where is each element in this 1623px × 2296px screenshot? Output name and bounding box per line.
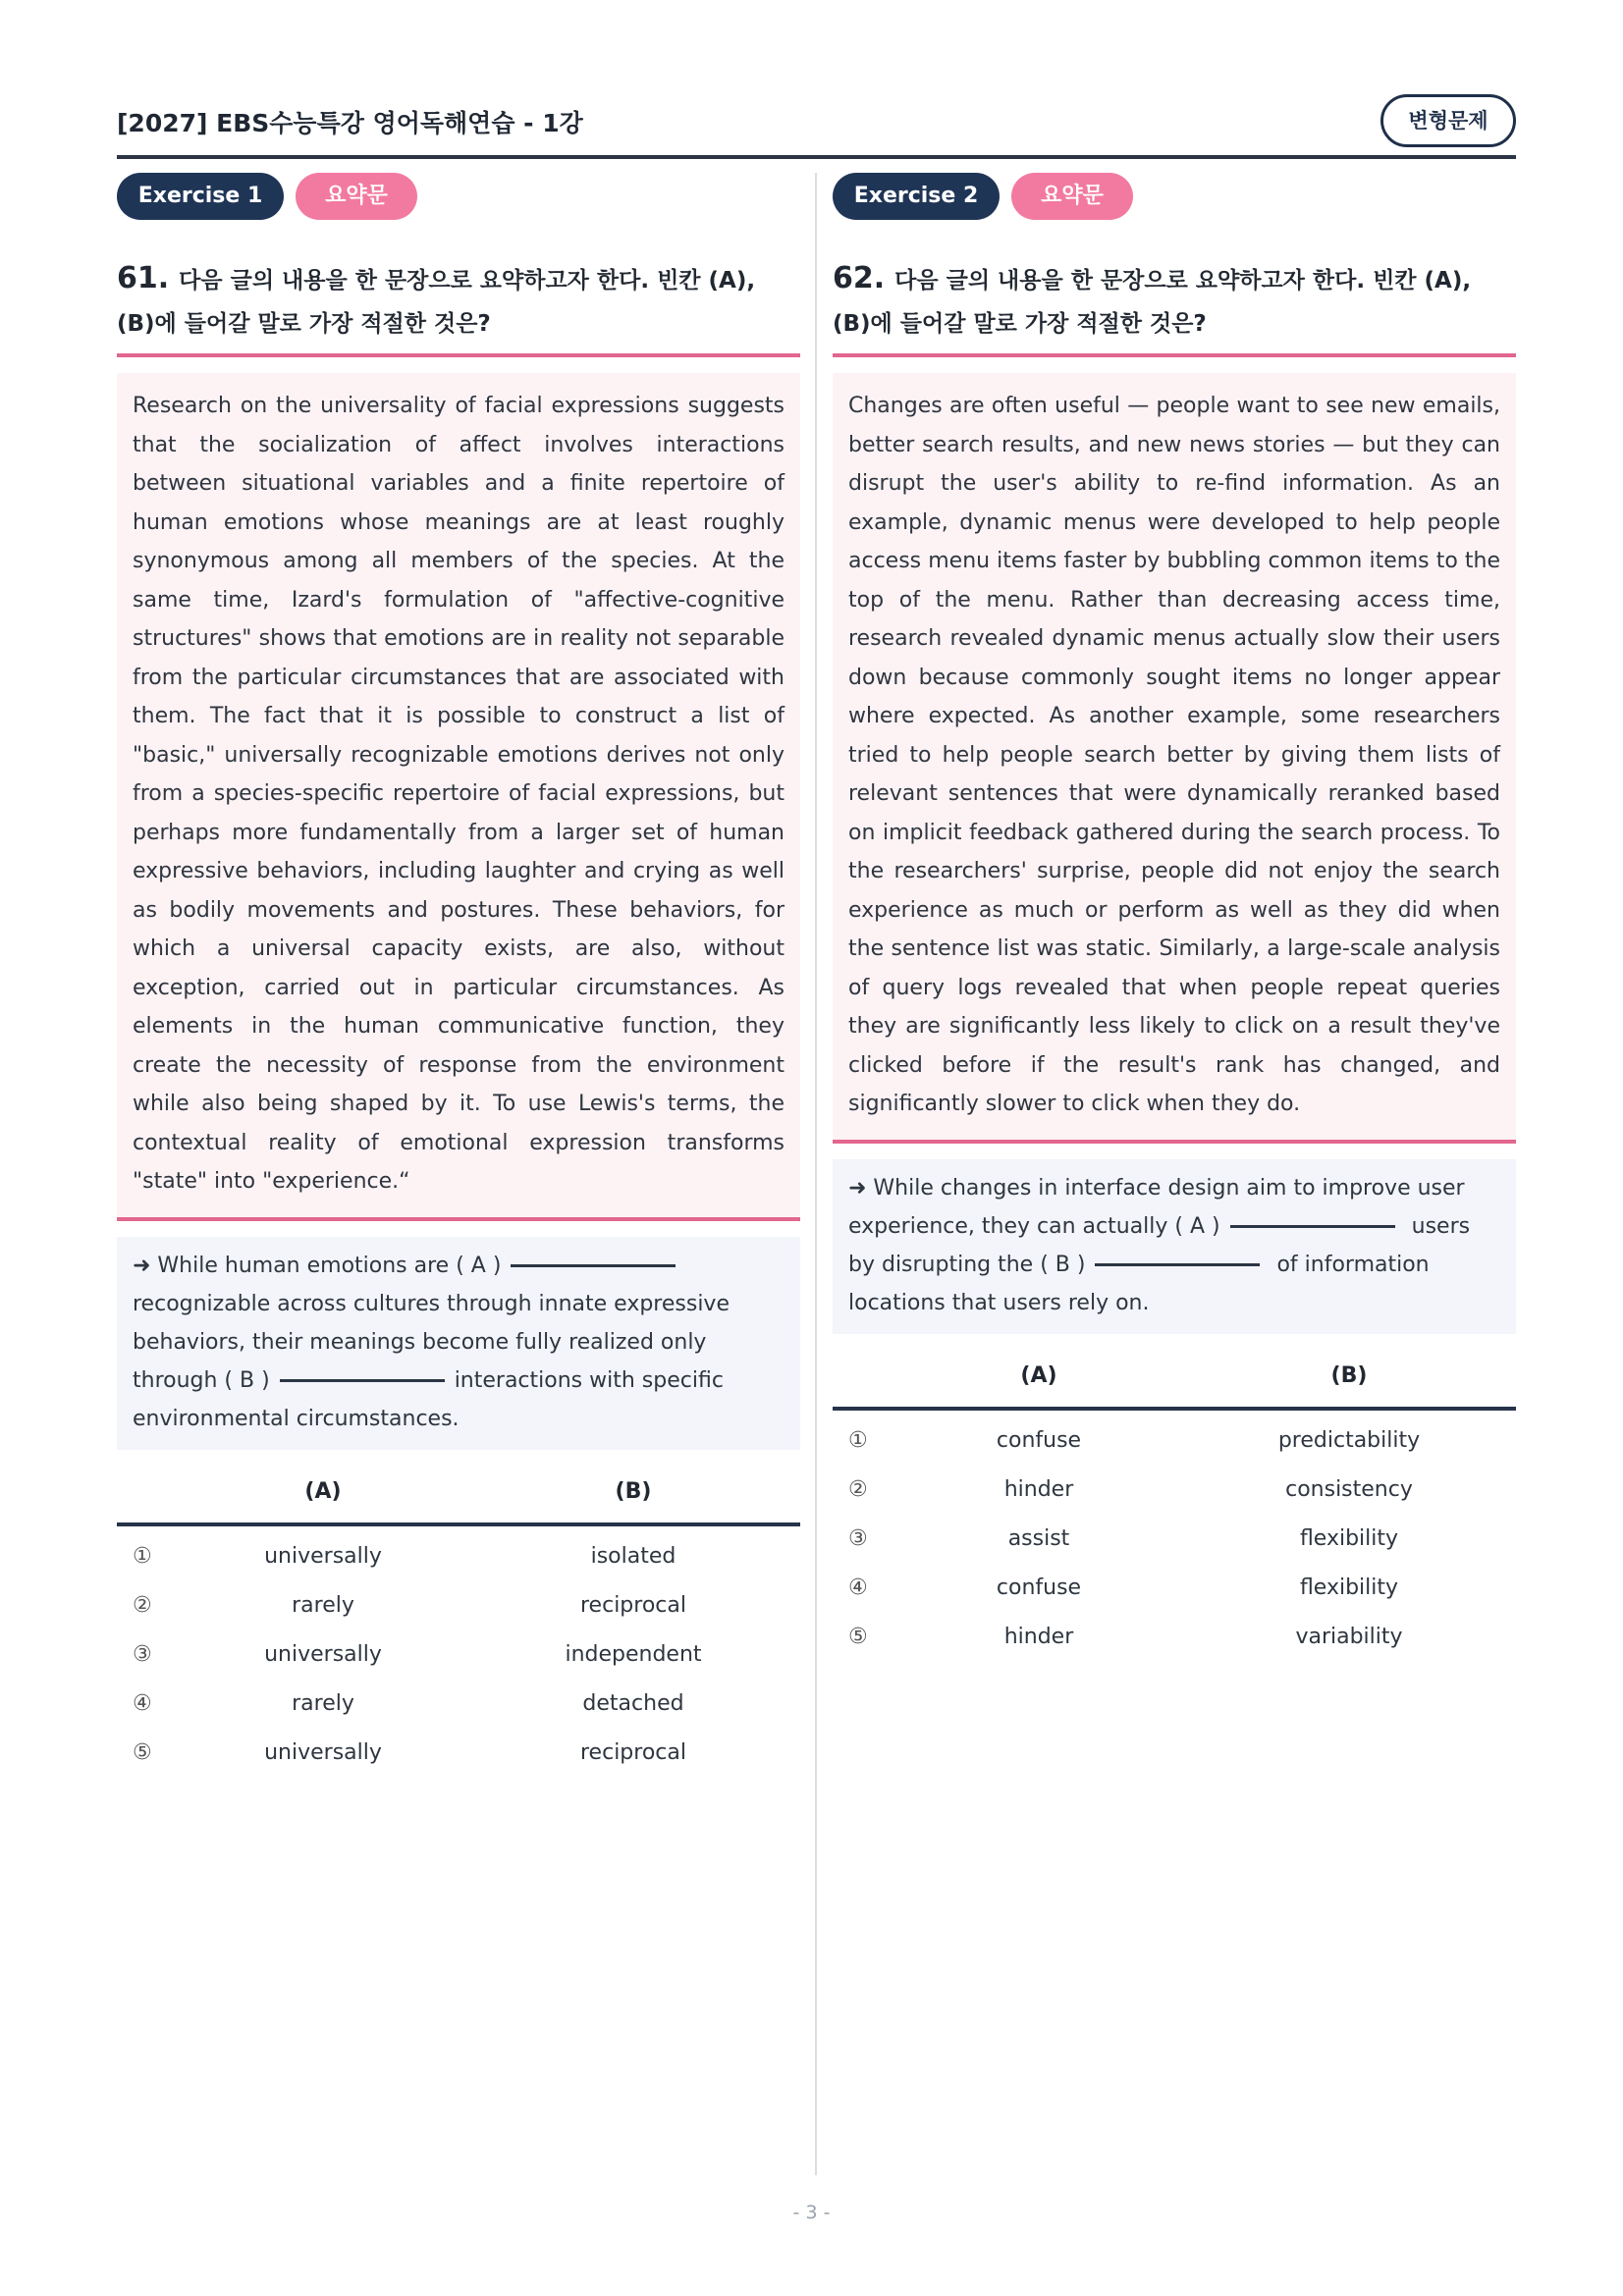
exercise-2-tag: Exercise 2: [833, 173, 1000, 220]
choice-row[interactable]: [117, 1682, 800, 1731]
choice-a: universally: [264, 1543, 382, 1569]
passage-bottom-rule: [833, 1140, 1516, 1144]
page-header: [117, 94, 1516, 159]
choice-row[interactable]: [833, 1566, 1516, 1615]
summary-text-1: ➜ While human emotions are ( A ): [133, 1253, 502, 1278]
exercise-1-summary: [117, 1237, 800, 1450]
page-number: - 3 -: [792, 2202, 831, 2223]
summary-text-2: recognizable across cultures through innate expressive behaviors, their meanings become fully realized only through ( B ): [133, 1291, 730, 1393]
choice-b: reciprocal: [580, 1739, 686, 1765]
summary-text-1: ➜ While changes in interface design aim to improve user experience, they can actually ( A ): [848, 1175, 1465, 1239]
question-number: 62.: [833, 261, 886, 295]
choice-b: variability: [1295, 1624, 1403, 1649]
variant-badge: 변형문제: [1380, 94, 1516, 147]
choice-b: flexibility: [1299, 1525, 1399, 1551]
summary-text-2: users by disrupting the ( B ): [848, 1213, 1471, 1277]
exercise-1-tags: [117, 173, 800, 220]
choice-number: ⑤: [848, 1624, 868, 1649]
choices-header: [117, 1464, 800, 1526]
blank-b: [1095, 1263, 1260, 1266]
choice-number: ①: [133, 1543, 152, 1569]
choice-b: consistency: [1285, 1476, 1413, 1502]
blank-a: [1230, 1225, 1395, 1228]
exercise-2-summary: [833, 1159, 1516, 1334]
column-divider: [815, 173, 817, 2175]
blank-b: [280, 1379, 445, 1382]
choice-row[interactable]: [833, 1468, 1516, 1517]
choice-number: ①: [848, 1427, 868, 1453]
summary-text-3: of information locations that users rely on.: [848, 1252, 1430, 1315]
choice-number: ③: [133, 1641, 152, 1667]
choice-a: confuse: [996, 1427, 1082, 1453]
page-title: [2027] EBS수능특강 영어독해연습 - 1강: [117, 109, 583, 137]
column-b-header: (B): [1330, 1362, 1368, 1388]
choice-row[interactable]: [117, 1632, 800, 1682]
choice-b: flexibility: [1299, 1575, 1399, 1600]
exercise-1-tag: Exercise 1: [117, 173, 284, 220]
choice-row[interactable]: [117, 1731, 800, 1780]
choice-b: predictability: [1277, 1427, 1421, 1453]
exercise-1-question: [117, 257, 800, 346]
summary-text-3: interactions with specific environmental circumstances.: [133, 1367, 724, 1431]
exercise-2-choices: [833, 1348, 1516, 1664]
passage-top-rule: [833, 353, 1516, 357]
choice-number: ③: [848, 1525, 868, 1551]
choice-b: independent: [565, 1641, 702, 1667]
column-b-header: (B): [615, 1478, 652, 1504]
question-text: 다음 글의 내용을 한 문장으로 요약하고자 한다. 빈칸 (A), (B)에 들어갈 말로 가장 적절한 것은?: [117, 268, 756, 337]
exercise-1-choices: [117, 1464, 800, 1780]
choice-a: hinder: [1003, 1624, 1074, 1649]
choice-number: ④: [848, 1575, 868, 1600]
choice-b: isolated: [590, 1543, 676, 1569]
choice-a: hinder: [1003, 1476, 1074, 1502]
choice-number: ④: [133, 1690, 152, 1716]
exercise-1-category-tag: 요약문: [296, 173, 417, 220]
choice-number: ②: [848, 1476, 868, 1502]
choice-a: rarely: [292, 1690, 354, 1716]
exercise-2-tags: [833, 173, 1516, 220]
exercise-1-passage: Research on the universality of facial expressions suggests that the socialization of affect involves interactions between situational variables and a finite repertoire of human emotions whose meanings are at least roughly synonymous among all members of the species. At the same time, Izard's formulation of "affective-cognitive structures" shows that emotions are in reality not separable from the particular circumstances that are associated with them. The fact that it is possible to construct a list of "basic," universally recognizable emotions derives not only from a species-specific repertoire of facial expressions, but perhaps more fundamentally from a larger set of human expressive behaviors, including laughter and crying as well as bodily movements and postures. These behaviors, for which a universal capacity exists, are also, without exception, carried out in particular circumstances. As elements in the human communicative function, they create the necessity of response from the environment while also being shaped by it. To use Lewis's terms, the contextual reality of emotional expression transforms "state" into "experience.“: [117, 373, 800, 1217]
passage-bottom-rule: [117, 1217, 800, 1221]
column-a-header: (A): [304, 1478, 342, 1504]
choice-row[interactable]: [833, 1615, 1516, 1664]
choice-b: detached: [582, 1690, 684, 1716]
choice-a: universally: [264, 1641, 382, 1667]
choice-b: reciprocal: [580, 1592, 686, 1618]
choice-row[interactable]: [833, 1517, 1516, 1566]
choices-header: [833, 1348, 1516, 1411]
exercise-1-column: [117, 173, 800, 1780]
choice-number: ⑤: [133, 1739, 152, 1765]
blank-a: [511, 1264, 676, 1267]
choice-a: assist: [1007, 1525, 1070, 1551]
choice-a: confuse: [996, 1575, 1082, 1600]
choice-row[interactable]: [833, 1418, 1516, 1468]
passage-top-rule: [117, 353, 800, 357]
choice-number: ②: [133, 1592, 152, 1618]
choice-row[interactable]: [117, 1534, 800, 1583]
question-text: 다음 글의 내용을 한 문장으로 요약하고자 한다. 빈칸 (A), (B)에 들어갈 말로 가장 적절한 것은?: [833, 268, 1472, 337]
choice-a: universally: [264, 1739, 382, 1765]
exercise-2-column: [833, 173, 1516, 1664]
choice-a: rarely: [292, 1592, 354, 1618]
exercise-2-category-tag: 요약문: [1011, 173, 1133, 220]
exercise-2-passage: Changes are often useful — people want to see new emails, better search results, and new news stories — but they can disrupt the user's ability to re-find information. As an example, dynamic menus were developed to help people access menu items faster by bubbling common items to the top of the menu. Rather than decreasing access time, research revealed dynamic menus actually slow their users down because commonly sought items no longer appear where expected. As another example, some researchers tried to help people search better by giving them lists of relevant sentences that were dynamically reranked based on implicit feedback gathered during the search process. To the researchers' surprise, people did not enjoy the search experience as much or perform as well as they did when the sentence list was static. Similarly, a large-scale analysis of query logs revealed that when people repeat queries they are significantly less likely to click on a result they've clicked before if the result's rank has changed, and significantly slower to click when they do.: [833, 373, 1516, 1140]
column-a-header: (A): [1020, 1362, 1057, 1388]
exercise-2-question: [833, 257, 1516, 346]
choice-row[interactable]: [117, 1583, 800, 1632]
question-number: 61.: [117, 261, 170, 295]
